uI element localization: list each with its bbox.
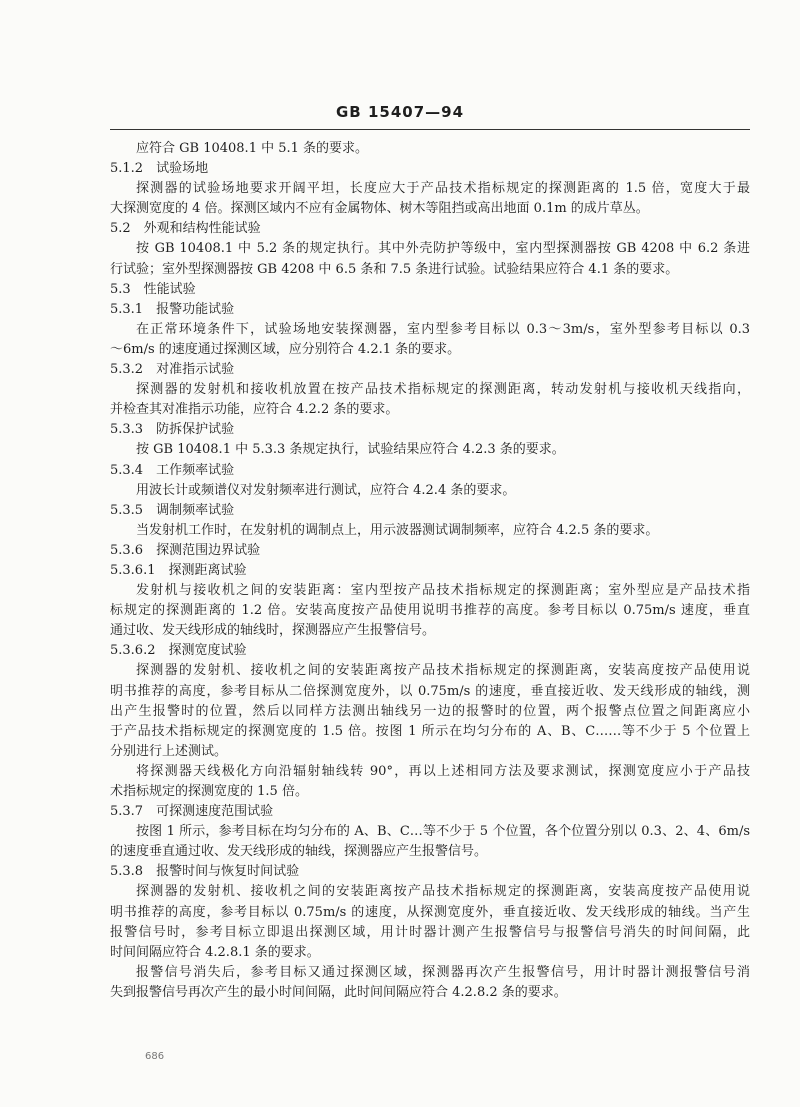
- paragraph-line: 报警信号时，参考目标立即退出探测区域，用计时器计测产生报警信号与报警信号消失的时间间隔，此: [110, 924, 750, 940]
- section-heading: 5.3.6.1 探测距离试验: [110, 562, 247, 578]
- paragraph-line: 失到报警信号再次产生的最小时间间隔，此时间间隔应符合 4.2.8.2 条的要求。: [110, 984, 567, 1000]
- paragraph-line: ～6m/s 的速度通过探测区域，应分别符合 4.2.1 条的要求。: [110, 341, 461, 357]
- section-heading: 5.3.8 报警时间与恢复时间试验: [110, 864, 300, 880]
- header-rule: [110, 129, 750, 130]
- paragraph-line: 通过收、发天线形成的轴线时，探测器应产生报警信号。: [110, 623, 436, 639]
- paragraph-line: 当发射机工作时，在发射机的调制点上，用示波器测试调制频率，应符合 4.2.5 条的要求。: [136, 522, 659, 538]
- paragraph-line: 用波长计或频谱仪对发射频率进行测试，应符合 4.2.4 条的要求。: [136, 482, 516, 498]
- paragraph-line: 应符合 GB 10408.1 中 5.1 条的要求。: [136, 141, 369, 156]
- section-heading: 5.1.2 试验场地: [110, 161, 209, 177]
- paragraph-line: 将探测器天线极化方向沿辐射轴线转 90°，再以上述相同方法及要求测试，探测宽度应小于产品技: [136, 763, 750, 779]
- paragraph-line: 标规定的探测距离的 1.2 倍。安装高度按产品使用说明书推荐的高度。参考目标以 0.75m/s 速度，垂直: [110, 603, 750, 619]
- section-heading: 5.3.6 探测范围边界试验: [110, 542, 261, 558]
- paragraph-line: 明书推荐的高度，参考目标从二倍探测宽度外，以 0.75m/s 的速度，垂直接近收、发天线形成的轴线，测: [110, 683, 750, 699]
- paragraph-line: 报警信号消失后，参考目标又通过探测区域，探测器再次产生报警信号，用计时器计测报警信号消: [136, 964, 750, 980]
- section-heading: 5.2 外观和结构性能试验: [110, 221, 261, 237]
- paragraph-line: 分别进行上述测试。: [110, 743, 228, 759]
- section-heading: 5.3 性能试验: [110, 281, 196, 297]
- section-heading: 5.3.5 调制频率试验: [110, 502, 235, 518]
- page-number: 686: [145, 1051, 165, 1062]
- paragraph-line: 于产品技术指标规定的探测宽度的 1.5 倍。按图 1 所示在均匀分布的 A、B、C……等不少于 5 个位置上: [110, 723, 750, 739]
- paragraph-line: 在正常环境条件下，试验场地安装探测器，室内型参考目标以 0.3～3m/s，室外型参考目标以 0.3: [136, 321, 750, 337]
- paragraph-line: 的速度垂直通过收、发天线形成的轴线，探测器应产生报警信号。: [110, 844, 488, 860]
- section-heading: 5.3.2 对准指示试验: [110, 362, 235, 378]
- paragraph-line: 并检查其对准指示功能，应符合 4.2.2 条的要求。: [110, 402, 399, 418]
- document-body: [110, 139, 750, 1003]
- paragraph-line: 出产生报警时的位置，然后以同样方法测出轴线另一边的报警时的位置，两个报警点位置之间距离应小: [110, 703, 750, 719]
- section-heading: 5.3.3 防拆保护试验: [110, 422, 235, 438]
- paragraph-line: 按 GB 10408.1 中 5.3.3 条规定执行，试验结果应符合 4.2.3 条的要求。: [136, 442, 565, 458]
- paragraph-line: 按 GB 10408.1 中 5.2 条的规定执行。其中外壳防护等级中，室内型探测器按 GB 4208 中 6.2 条进: [136, 241, 750, 257]
- paragraph-line: 发射机与接收机之间的安装距离：室内型按产品技术指标规定的探测距离；室外型应是产品技术指: [136, 583, 750, 599]
- paragraph-line: 术指标规定的探测宽度的 1.5 倍。: [110, 784, 308, 799]
- section-heading: 5.3.6.2 探测宽度试验: [110, 643, 247, 659]
- paragraph-line: 明书推荐的高度，参考目标以 0.75m/s 的速度，从探测宽度外，垂直接近收、发天线形成的轴线。当产生: [110, 904, 750, 920]
- paragraph-line: 按图 1 所示，参考目标在均匀分布的 A、B、C…等不少于 5 个位置，各个位置分别以 0.3、2、4、6m/s: [136, 824, 750, 840]
- paragraph-line: 探测器的试验场地要求开阔平坦，长度应大于产品技术指标规定的探测距离的 1.5 倍，宽度大于最: [136, 181, 750, 197]
- section-heading: 5.3.1 报警功能试验: [110, 301, 235, 317]
- paragraph-line: 探测器的发射机、接收机之间的安装距离按产品技术指标规定的探测距离，安装高度按产品使用说: [136, 663, 750, 679]
- paragraph-line: 时间间隔应符合 4.2.8.1 条的要求。: [110, 944, 320, 960]
- section-heading: 5.3.4 工作频率试验: [110, 462, 235, 478]
- paragraph-line: 探测器的发射机、接收机之间的安装距离按产品技术指标规定的探测距离，安装高度按产品使用说: [136, 884, 750, 900]
- section-heading: 5.3.7 可探测速度范围试验: [110, 804, 274, 820]
- paragraph-line: 大探测宽度的 4 倍。探测区域内不应有金属物体、树木等阻挡或高出地面 0.1m 的成片草丛。: [110, 201, 649, 217]
- standard-code-header: GB 15407—94: [335, 103, 465, 121]
- paragraph-line: 探测器的发射机和接收机放置在按产品技术指标规定的探测距离，转动发射机与接收机天线指向，: [136, 382, 750, 398]
- paragraph-line: 行试验；室外型探测器按 GB 4208 中 6.5 条和 7.5 条进行试验。试验结果应符合 4.1 条的要求。: [110, 261, 679, 277]
